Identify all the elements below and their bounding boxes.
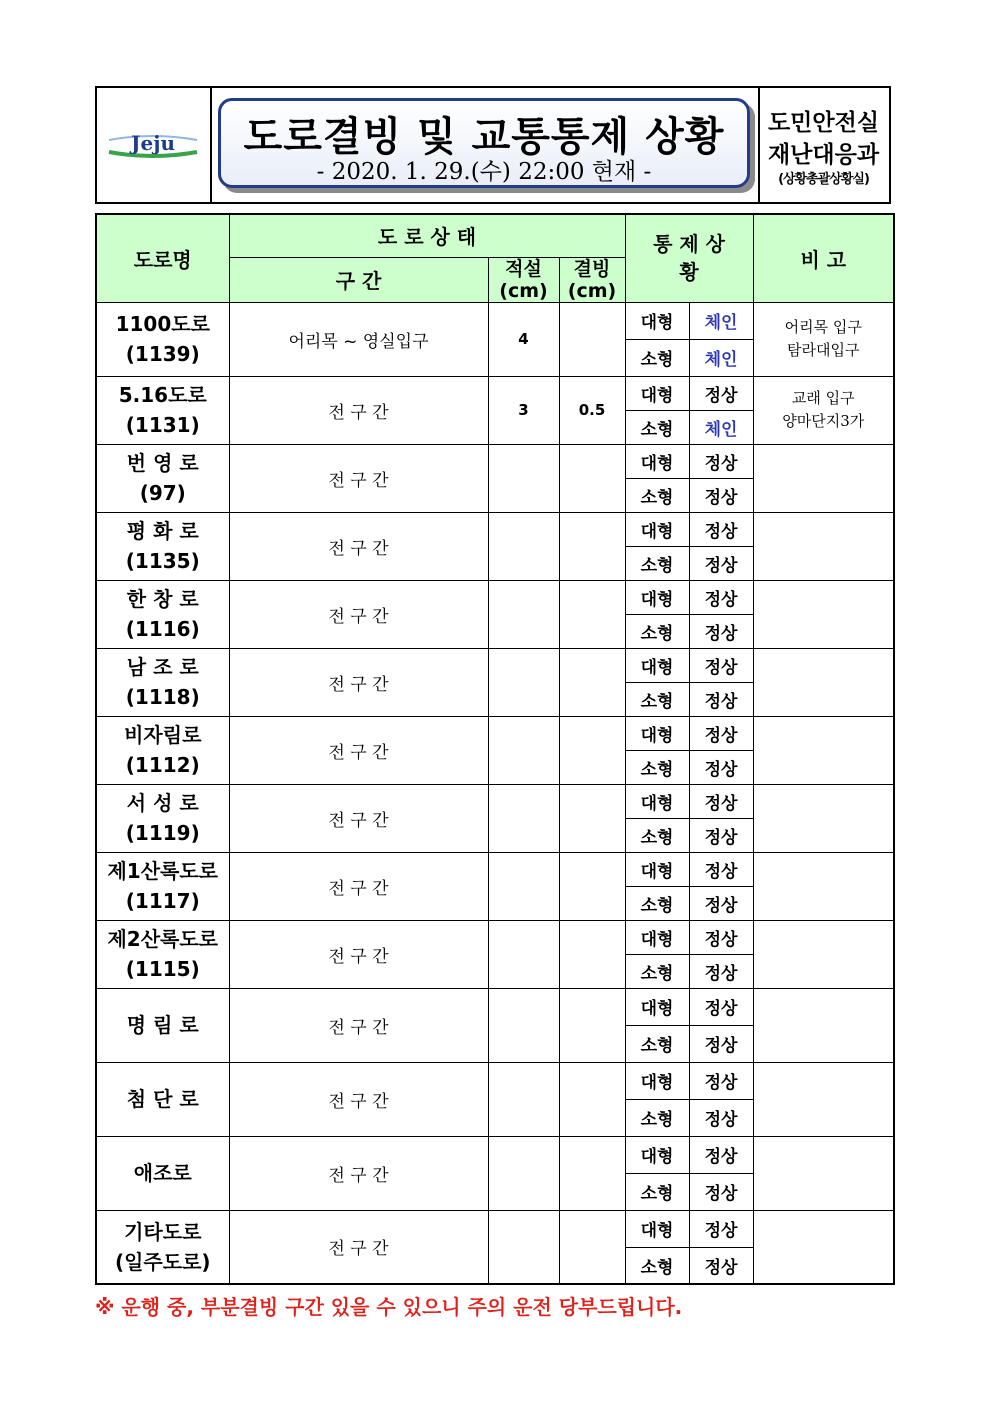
ice-cell (559, 580, 625, 648)
road-number: (일주도로) (114, 1249, 211, 1274)
ice-cell (559, 1136, 625, 1210)
status-large: 정상 (689, 852, 753, 886)
status-small: 체인 (689, 410, 753, 444)
note-cell (753, 784, 894, 852)
road-name: 번 영 로 (126, 451, 199, 475)
table-row (96, 444, 894, 478)
section-cell: 전 구 간 (229, 716, 488, 784)
table-row (96, 512, 894, 546)
status-large: 정상 (689, 784, 753, 818)
road-name: 애조로 (133, 1161, 192, 1185)
snow-cell (488, 852, 559, 920)
road-name: 비자림로 (124, 723, 202, 747)
vehicle-small-label: 소형 (625, 1173, 689, 1210)
status-large: 정상 (689, 376, 753, 410)
note-cell (753, 444, 894, 512)
table-row (96, 580, 894, 614)
road-name-cell (96, 920, 229, 988)
ice-cell (559, 444, 625, 512)
road-name: 서 성 로 (126, 791, 199, 815)
road-number: (1116) (125, 617, 200, 641)
vehicle-large-label: 대형 (625, 302, 689, 339)
note-cell (753, 1062, 894, 1136)
status-small: 정상 (689, 750, 753, 784)
vehicle-large-label: 대형 (625, 648, 689, 682)
vehicle-large-label: 대형 (625, 988, 689, 1025)
snow-cell (488, 784, 559, 852)
note-cell (753, 988, 894, 1062)
section-cell: 전 구 간 (229, 376, 488, 444)
note-cell (753, 302, 894, 376)
status-large: 정상 (689, 988, 753, 1025)
title-cell (210, 88, 760, 202)
vehicle-small-label: 소형 (625, 1025, 689, 1062)
snow-cell (488, 1062, 559, 1136)
header-ice (559, 257, 625, 302)
note-line2: 탐라대입구 (787, 341, 860, 359)
note-line2: 양마단지3가 (782, 412, 865, 430)
vehicle-large-label: 대형 (625, 784, 689, 818)
status-large: 정상 (689, 1136, 753, 1173)
road-name-cell (96, 376, 229, 444)
vehicle-small-label: 소형 (625, 546, 689, 580)
section-cell: 전 구 간 (229, 648, 488, 716)
section-cell: 전 구 간 (229, 1136, 488, 1210)
road-name: 남 조 로 (126, 655, 199, 679)
vehicle-small-label: 소형 (625, 954, 689, 988)
road-name: 5.16도로 (118, 383, 207, 407)
road-number: (1135) (125, 549, 200, 573)
header-section: 구 간 (229, 257, 488, 302)
status-small: 정상 (689, 886, 753, 920)
section-cell: 전 구 간 (229, 444, 488, 512)
road-name: 기타도로 (124, 1219, 202, 1244)
road-number: (1112) (125, 753, 200, 777)
header-road-condition: 도 로 상 태 (229, 214, 625, 257)
snow-cell (488, 580, 559, 648)
header-note: 비 고 (753, 214, 894, 302)
road-name-cell (96, 716, 229, 784)
status-large: 정상 (689, 920, 753, 954)
note-cell (753, 580, 894, 648)
header-control-status (625, 214, 753, 302)
note-line1: 어리목 입구 (784, 318, 862, 336)
status-small: 정상 (689, 954, 753, 988)
table-row (96, 302, 894, 339)
snow-cell (488, 716, 559, 784)
snow-cell (488, 648, 559, 716)
status-large: 정상 (689, 580, 753, 614)
note-cell (753, 376, 894, 444)
road-name-cell (96, 444, 229, 512)
header-control-text: 통 제 상 황 (653, 232, 725, 285)
status-small: 정상 (689, 1025, 753, 1062)
footer-warning: ※ 운행 중, 부분결빙 구간 있을 수 있으니 주의 운전 당부드립니다. (95, 1295, 683, 1319)
road-name: 제1산록도로 (107, 859, 219, 883)
page-title: 도로결빙 및 교통통제 상황 (243, 114, 725, 160)
ice-cell: 0.5 (559, 376, 625, 444)
status-large: 정상 (689, 1062, 753, 1099)
road-name-cell (96, 988, 229, 1062)
status-large: 정상 (689, 512, 753, 546)
vehicle-small-label: 소형 (625, 1247, 689, 1284)
section-cell: 전 구 간 (229, 1062, 488, 1136)
snow-cell (488, 920, 559, 988)
road-number: (1119) (125, 821, 200, 845)
ice-cell (559, 716, 625, 784)
vehicle-small-label: 소형 (625, 1099, 689, 1136)
road-number: (1139) (125, 342, 200, 366)
status-small: 정상 (689, 1247, 753, 1284)
header-snow-text: 적설(cm) (499, 257, 548, 302)
status-small: 체인 (689, 339, 753, 376)
ice-cell (559, 648, 625, 716)
logo-text: Jeju (131, 131, 175, 155)
road-number: (1131) (125, 413, 200, 437)
road-name-cell (96, 512, 229, 580)
vehicle-large-label: 대형 (625, 376, 689, 410)
road-name: 첨 단 로 (126, 1087, 199, 1111)
road-name: 제2산록도로 (107, 927, 219, 951)
road-name-cell (96, 784, 229, 852)
road-number: (1118) (125, 685, 200, 709)
department-line1: 도민안전실 (767, 110, 880, 136)
section-cell: 전 구 간 (229, 1210, 488, 1284)
snow-cell: 3 (488, 376, 559, 444)
section-cell: 전 구 간 (229, 988, 488, 1062)
department-line3: (상황총괄상황실) (778, 172, 869, 187)
ice-cell (559, 988, 625, 1062)
section-cell: 전 구 간 (229, 920, 488, 988)
road-name: 한 창 로 (126, 587, 199, 611)
vehicle-small-label: 소형 (625, 614, 689, 648)
section-cell: 전 구 간 (229, 512, 488, 580)
ice-cell (559, 1062, 625, 1136)
title-box (218, 98, 750, 188)
note-line1: 교래 입구 (791, 389, 855, 407)
table-row (96, 784, 894, 818)
vehicle-large-label: 대형 (625, 852, 689, 886)
table-row (96, 376, 894, 410)
table-row (96, 716, 894, 750)
status-large: 정상 (689, 444, 753, 478)
status-small: 정상 (689, 478, 753, 512)
note-cell (753, 648, 894, 716)
note-cell (753, 716, 894, 784)
section-cell: 전 구 간 (229, 852, 488, 920)
vehicle-small-label: 소형 (625, 750, 689, 784)
table-row (96, 1062, 894, 1099)
section-cell: 전 구 간 (229, 784, 488, 852)
department-line2: 재난대응과 (767, 142, 880, 168)
page-subtitle: - 2020. 1. 29.(수) 22:00 현재 - (316, 159, 652, 185)
header-road-name: 도로명 (96, 214, 229, 302)
vehicle-small-label: 소형 (625, 339, 689, 376)
road-name: 1100도로 (115, 312, 210, 336)
vehicle-small-label: 소형 (625, 886, 689, 920)
snow-cell (488, 1136, 559, 1210)
vehicle-large-label: 대형 (625, 716, 689, 750)
vehicle-small-label: 소형 (625, 818, 689, 852)
vehicle-large-label: 대형 (625, 1136, 689, 1173)
status-small: 정상 (689, 1099, 753, 1136)
road-number: (1117) (125, 889, 200, 913)
status-small: 정상 (689, 614, 753, 648)
status-large: 정상 (689, 648, 753, 682)
table-row (96, 920, 894, 954)
vehicle-large-label: 대형 (625, 920, 689, 954)
ice-cell (559, 302, 625, 376)
road-name: 평 화 로 (126, 519, 199, 543)
road-name-cell (96, 302, 229, 376)
vehicle-small-label: 소형 (625, 478, 689, 512)
road-number: (1115) (125, 957, 200, 981)
road-name-cell (96, 648, 229, 716)
table-row (96, 852, 894, 886)
ice-cell (559, 852, 625, 920)
vehicle-large-label: 대형 (625, 1210, 689, 1247)
vehicle-large-label: 대형 (625, 444, 689, 478)
snow-cell (488, 1210, 559, 1284)
status-large: 체인 (689, 302, 753, 339)
document-header (95, 86, 891, 204)
department-cell (758, 88, 889, 202)
table-row (96, 1210, 894, 1247)
snow-cell (488, 988, 559, 1062)
ice-cell (559, 512, 625, 580)
ice-cell (559, 784, 625, 852)
status-small: 정상 (689, 682, 753, 716)
snow-cell: 4 (488, 302, 559, 376)
road-name-cell (96, 1062, 229, 1136)
status-small: 정상 (689, 1173, 753, 1210)
note-cell (753, 920, 894, 988)
status-large: 정상 (689, 716, 753, 750)
note-cell (753, 1210, 894, 1284)
logo-cell (97, 88, 212, 202)
ice-cell (559, 1210, 625, 1284)
jeju-logo (103, 126, 203, 166)
vehicle-large-label: 대형 (625, 580, 689, 614)
road-name-cell (96, 1136, 229, 1210)
status-small: 정상 (689, 818, 753, 852)
snow-cell (488, 444, 559, 512)
vehicle-large-label: 대형 (625, 512, 689, 546)
table-row (96, 1136, 894, 1173)
header-ice-text: 결빙(cm) (567, 257, 617, 302)
ice-cell (559, 920, 625, 988)
road-name-cell (96, 852, 229, 920)
note-cell (753, 852, 894, 920)
snow-cell (488, 512, 559, 580)
header-snow (488, 257, 559, 302)
road-name-cell (96, 580, 229, 648)
table-row (96, 988, 894, 1025)
vehicle-large-label: 대형 (625, 1062, 689, 1099)
vehicle-small-label: 소형 (625, 410, 689, 444)
section-cell: 어리목 ~ 영실입구 (229, 302, 488, 376)
table-row (96, 648, 894, 682)
vehicle-small-label: 소형 (625, 682, 689, 716)
note-cell (753, 512, 894, 580)
status-small: 정상 (689, 546, 753, 580)
section-cell: 전 구 간 (229, 580, 488, 648)
road-number: (97) (139, 481, 186, 505)
road-name: 명 림 로 (126, 1013, 199, 1037)
road-name-cell (96, 1210, 229, 1284)
road-status-table (95, 213, 895, 1285)
status-large: 정상 (689, 1210, 753, 1247)
note-cell (753, 1136, 894, 1210)
